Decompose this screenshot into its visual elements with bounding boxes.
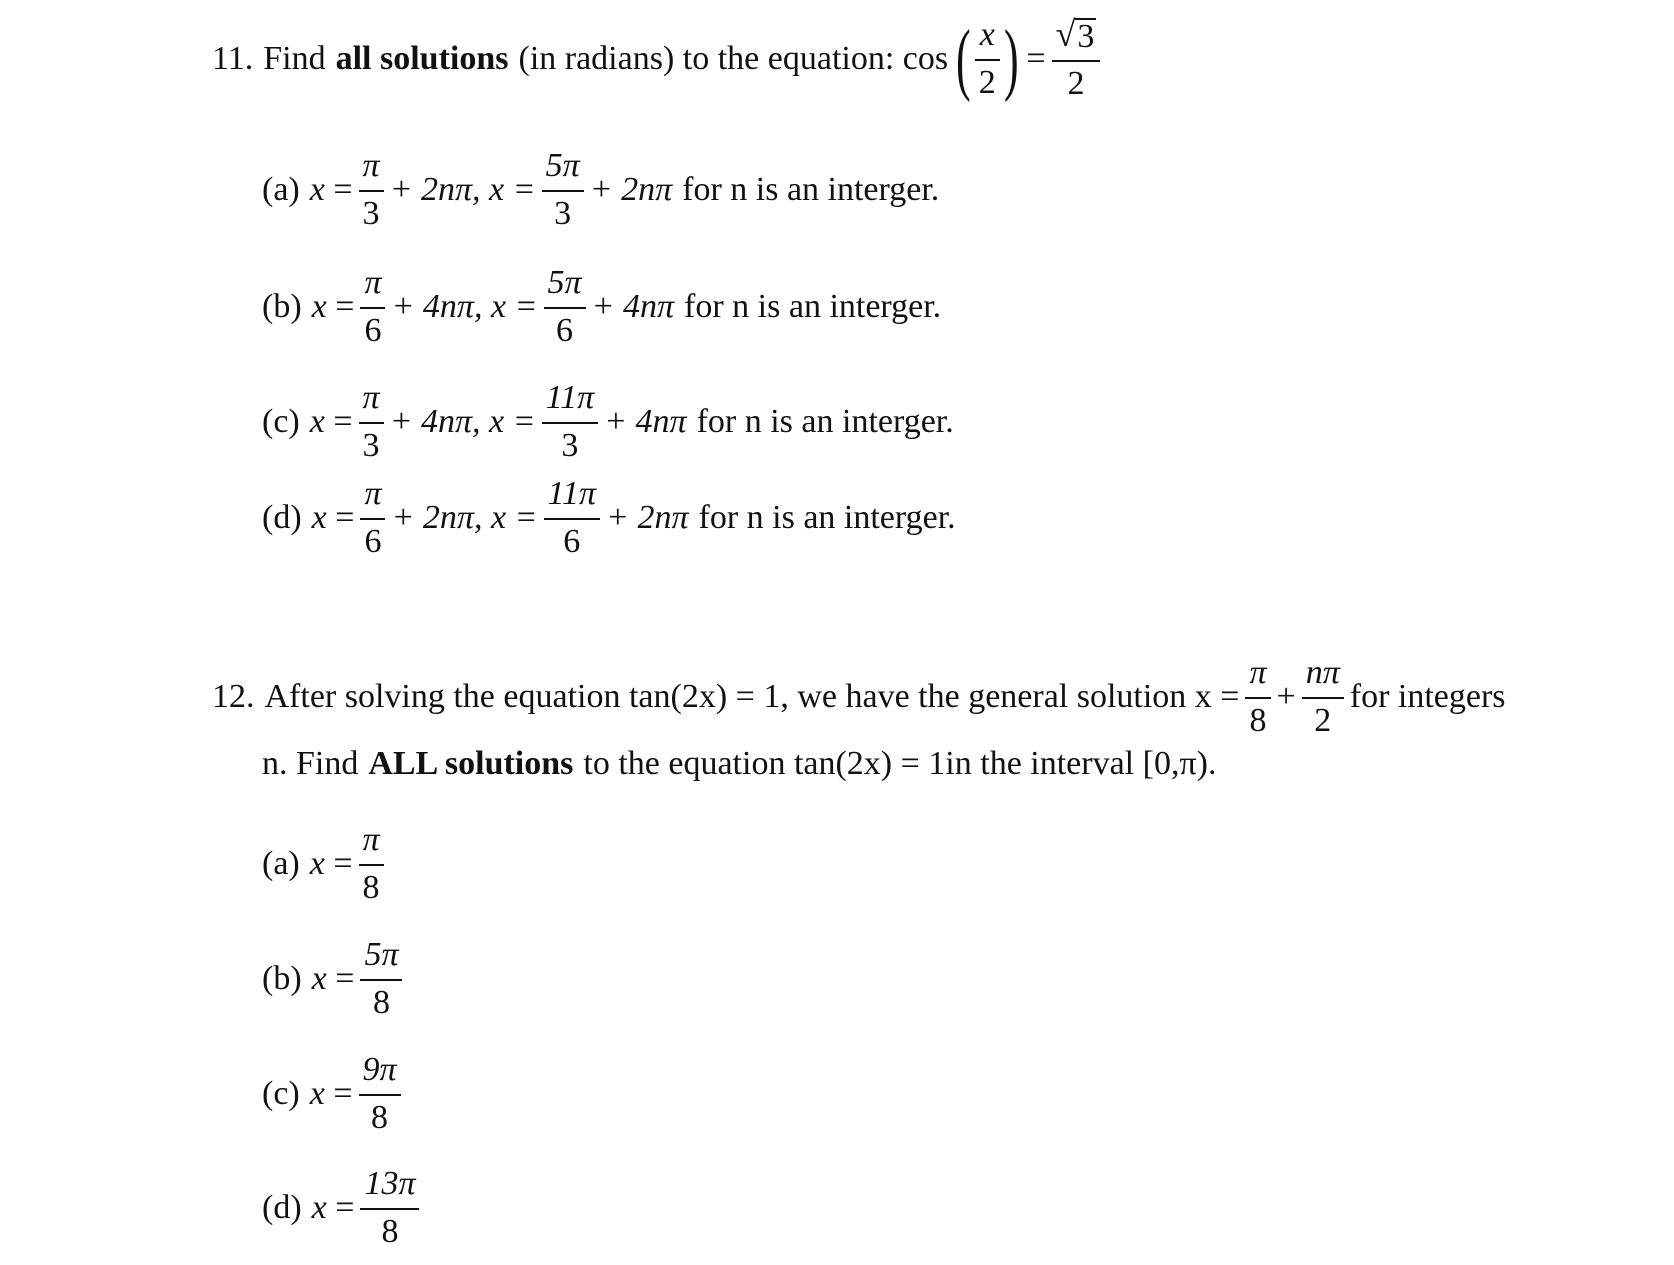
frac-numerator: x	[979, 16, 995, 54]
option-term1: + 2nπ, x =	[389, 171, 536, 208]
q12-number: 12.	[212, 678, 255, 715]
option-label: (d)	[262, 499, 302, 536]
q12-line2-a: n. Find	[262, 745, 359, 782]
sqrt-icon: √ 3	[1055, 14, 1095, 56]
q11-option-a[interactable]: (a) x = $\frac{\pi}{3}$ + 2nπ, x = $\frac{5\pi}{3}$ + 2nπ for n is an interger.	[262, 147, 940, 232]
q12-option-c[interactable]: (c) x = $\frac{9\pi}{8}$	[262, 1050, 407, 1138]
q12-frac-1: $\frac{\pi}{8}$	[1245, 655, 1270, 738]
q11-bold: all solutions	[335, 40, 509, 77]
q11-frac-x2	[975, 17, 1000, 100]
q12-frac-2: $\frac{n\pi}{2}$	[1302, 655, 1344, 738]
q12-prompt-line1	[212, 655, 1506, 739]
q12-option-a[interactable]: (a) x = $\frac{\pi}{8}$	[262, 820, 390, 908]
q11-frac-rhs	[1052, 16, 1101, 101]
option-term1: + 2nπ, x =	[391, 499, 538, 536]
option-label: (d)	[262, 1189, 302, 1226]
q11-prompt	[212, 14, 1106, 104]
option-term1: + 4nπ, x =	[391, 288, 538, 325]
frac-numerator	[1052, 16, 1101, 54]
frac-denominator: 2	[1067, 65, 1085, 103]
option-tail: for n is an interger.	[684, 288, 942, 325]
q12-line1-tail: for integers	[1349, 678, 1506, 715]
q12-option-d[interactable]: (d) x = $\frac{13\pi}{8}$	[262, 1164, 425, 1252]
option-term2: + 2nπ	[589, 171, 673, 208]
option-term1: + 4nπ, x =	[389, 403, 536, 440]
option-label: (c)	[262, 1075, 300, 1112]
frac-denominator: 2	[978, 64, 996, 101]
left-paren: (	[956, 15, 971, 103]
option-tail: for n is an interger.	[682, 171, 940, 208]
option-label: (b)	[262, 288, 302, 325]
q12-line2-b: to the equation tan(2x) = 1in the interval [0,π).	[583, 745, 1217, 782]
option-label: (c)	[262, 403, 300, 440]
option-label: (a)	[262, 171, 300, 208]
q11-rest: (in radians) to the equation: cos	[518, 40, 949, 77]
q11-lead: Find	[263, 40, 326, 77]
q12-option-b[interactable]: (b) x = $\frac{5\pi}{8}$	[262, 935, 408, 1023]
option-label: (a)	[262, 845, 300, 882]
q12-line1: After solving the equation tan(2x) = 1, we have the general solution x =	[264, 678, 1240, 715]
q11-option-c[interactable]: (c) x = $\frac{\pi}{3}$ + 4nπ, x = $\frac{11\pi}{3}$ + 4nπ for n is an interger.	[262, 379, 954, 464]
option-term2: + 4nπ	[604, 403, 687, 440]
option-label: (b)	[262, 960, 302, 997]
option-term2: + 2nπ	[606, 499, 689, 536]
q11-option-b[interactable]: (b) x = $\frac{\pi}{6}$ + 4nπ, x = $\frac{5\pi}{6}$ + 4nπ for n is an interger.	[262, 264, 942, 349]
option-term2: + 4nπ	[591, 288, 675, 325]
q11-option-d[interactable]: (d) x = $\frac{\pi}{6}$ + 2nπ, x = $\frac{11\pi}{6}$ + 2nπ for n is an interger.	[262, 475, 956, 560]
q12-plus: +	[1276, 678, 1296, 715]
option-tail: for n is an interger.	[696, 403, 954, 440]
option-tail: for n is an interger.	[698, 499, 956, 536]
q11-number: 11.	[212, 40, 254, 77]
q12-line2-bold: ALL solutions	[368, 745, 574, 782]
q11-equals: =	[1026, 40, 1046, 77]
q12-prompt-line2	[262, 742, 1216, 786]
right-paren: )	[1003, 15, 1019, 103]
